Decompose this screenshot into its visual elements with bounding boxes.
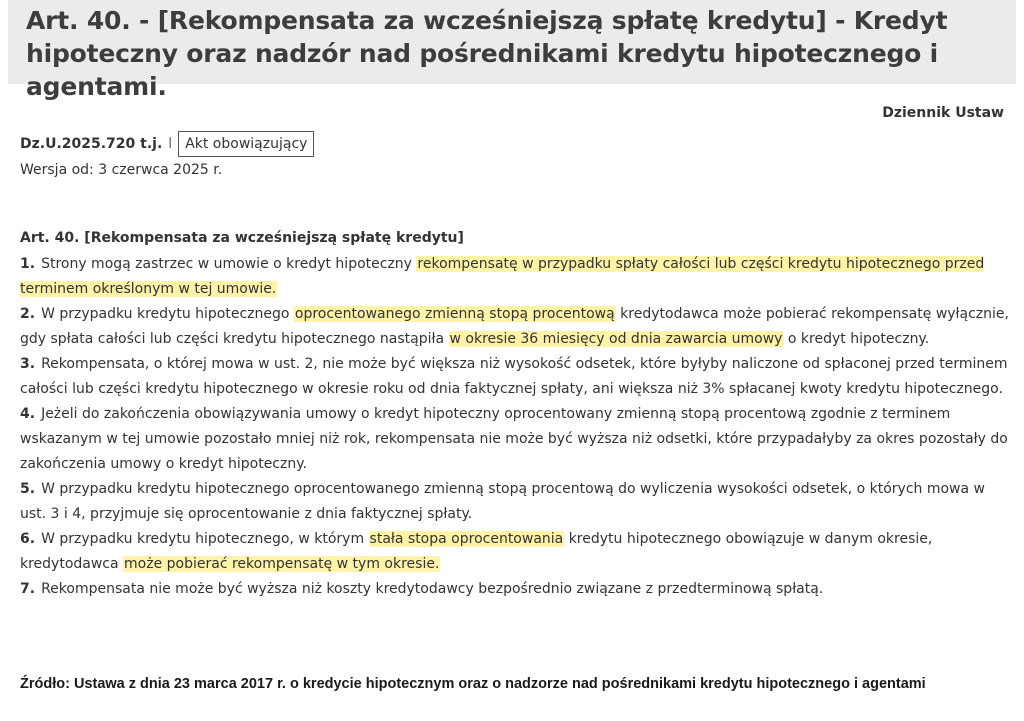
act-metadata bbox=[20, 131, 314, 178]
article-heading: Art. 40. [Rekompensata za wcześniejszą spłatę kredytu] bbox=[20, 230, 464, 246]
article-paragraph bbox=[20, 577, 1010, 602]
highlighted-text: oprocentowanego zmienną stopą procentową bbox=[294, 306, 615, 322]
act-reference: Dz.U.2025.720 t.j. bbox=[20, 136, 163, 152]
article-body bbox=[20, 226, 1010, 602]
page-title: Art. 40. - [Rekompensata za wcześniejszą spłatę kredytu] - Kredyt hipoteczny oraz nadzór nad pośrednikami kredytu hipotecznego i agentami. bbox=[26, 6, 948, 101]
paragraph-text: W przypadku kredytu hipotecznego, w którym bbox=[41, 531, 369, 547]
status-badge: Akt obowiązujący bbox=[178, 131, 314, 157]
paragraph-text: Rekompensata, o której mowa w ust. 2, nie może być większa niż wysokość odsetek, które byłyby naliczone od spłaconej przed terminem całości lub części kredytu hipotecznego w okresie roku od dnia faktycznej spłaty, ani większa niż 3% spłacanej kwoty kredytu hipotecznego. bbox=[20, 356, 1008, 397]
paragraph-text: kredytu hipotecznego obowiązuje w danym okresie, kredytodawca bbox=[20, 531, 933, 572]
paragraph-text: W przypadku kredytu hipotecznego bbox=[41, 306, 294, 322]
publisher-name: Dziennik Ustaw bbox=[882, 105, 1004, 121]
act-reference-line bbox=[20, 131, 314, 157]
article-paragraph bbox=[20, 402, 1010, 477]
paragraph-text: W przypadku kredytu hipotecznego oprocentowanego zmienną stopą procentową do wyliczenia wysokości odsetek, o których mowa w ust. 3 i 4, przyjmuje się oprocentowanie z dnia faktycznej spłaty. bbox=[20, 481, 985, 522]
paragraph-number: 7. bbox=[20, 581, 36, 597]
highlighted-text: może pobierać rekompensatę w tym okresie. bbox=[124, 556, 440, 572]
article-paragraph bbox=[20, 352, 1010, 402]
separator: l bbox=[168, 136, 173, 152]
paragraph-number: 2. bbox=[20, 306, 36, 322]
paragraph-text: o kredyt hipoteczny. bbox=[783, 331, 930, 347]
highlighted-text: w okresie 36 miesięcy od dnia zawarcia umowy bbox=[449, 331, 783, 347]
paragraph-number: 3. bbox=[20, 356, 36, 372]
article-paragraphs bbox=[20, 252, 1010, 602]
article-paragraph bbox=[20, 302, 1010, 352]
paragraph-text: Strony mogą zastrzec w umowie o kredyt hipoteczny bbox=[41, 256, 417, 272]
highlighted-text: stała stopa oprocentowania bbox=[369, 531, 564, 547]
paragraph-text: Rekompensata nie może być wyższa niż koszty kredytodawcy bezpośrednio związane z przedterminową spłatą. bbox=[41, 581, 824, 597]
article-paragraph bbox=[20, 527, 1010, 577]
highlighted-text: rekompensatę w przypadku spłaty całości lub części kredytu hipotecznego przed terminem określonym w tej umowie. bbox=[20, 256, 985, 297]
version-date: Wersja od: 3 czerwca 2025 r. bbox=[20, 162, 223, 178]
paragraph-number: 6. bbox=[20, 531, 36, 547]
article-paragraph bbox=[20, 477, 1010, 527]
paragraph-text: Jeżeli do zakończenia obowiązywania umowy o kredyt hipoteczny oprocentowany zmienną stopą procentową zgodnie z terminem wskazanym w tej umowie pozostało mniej niż rok, rekompensata nie może być wyższa niż odsetki, które przypadałyby za okres pozostały do zakończenia umowy o kredyt hipoteczny. bbox=[20, 406, 1008, 472]
paragraph-number: 1. bbox=[20, 256, 36, 272]
paragraph-text: kredytodawca może pobierać rekompensatę wyłącznie, gdy spłata całości lub części kredytu hipotecznego nastąpiła bbox=[20, 306, 1009, 347]
title-banner bbox=[8, 0, 1016, 101]
paragraph-number: 5. bbox=[20, 481, 36, 497]
article-paragraph bbox=[20, 252, 1010, 302]
source-citation: Źródło: Ustawa z dnia 23 marca 2017 r. o kredycie hipotecznym oraz o nadzorze nad pośrednikami kredytu hipotecznego i agentami bbox=[20, 676, 926, 692]
paragraph-number: 4. bbox=[20, 406, 36, 422]
